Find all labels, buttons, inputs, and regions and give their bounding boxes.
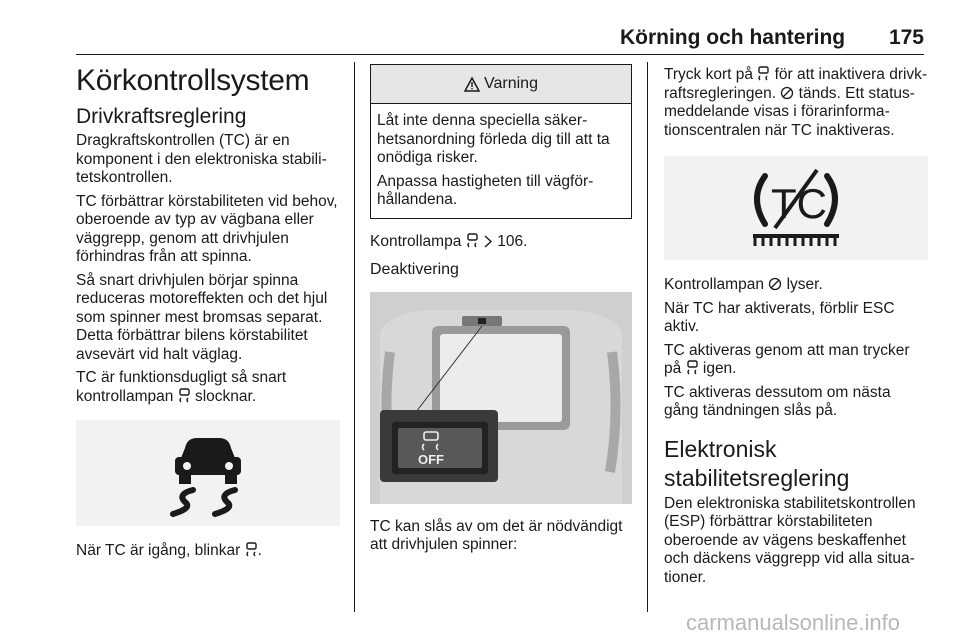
text: .	[257, 542, 262, 559]
header-rule	[76, 54, 924, 55]
section-title: Körning och hantering	[619, 26, 846, 49]
paragraph: Så snart drivhjulen börjar spinna reduceras motoreffekten och det hjul som spinner mest bromsas separat. Detta förbättrar bilens körstabilitet avsevärt vid halt väglag.	[76, 271, 328, 363]
text: Kontrollampan	[664, 276, 764, 293]
text: TC är funktionsdugligt så snart kontrollampan	[76, 369, 287, 405]
text: TC aktiveras genom att man trycker på	[664, 341, 910, 377]
paragraph: Anpassa hastigheten till vägförhållandena.	[377, 172, 594, 208]
text: slocknar.	[194, 387, 257, 405]
warning-header	[371, 65, 631, 104]
paragraph	[76, 542, 340, 561]
paragraph: TC aktiveras dessutom om nästa gång tändningen slås på.	[664, 383, 891, 419]
skidding-car-icon	[163, 428, 253, 518]
column-divider-1	[354, 62, 355, 612]
tc-off-image	[664, 156, 928, 260]
off-button-label: OFF	[418, 451, 444, 467]
subheading: Deaktivering	[370, 261, 459, 278]
text: Tryck kort på	[664, 66, 753, 83]
text: lyser.	[786, 276, 823, 293]
paragraph	[664, 276, 928, 295]
page-number: 175	[888, 26, 924, 49]
paragraph: Den elektroniska stabilitetskontrollen (ESP) förbättrar körstabiliteten oberoende av vägens beskaffenhet och däckens väggrepp vid alla situationer.	[664, 494, 916, 586]
page-reference-icon	[483, 235, 493, 248]
paragraph: När TC har aktiverats, förblir ESC aktiv.	[664, 299, 895, 335]
paragraph	[76, 369, 340, 406]
warning-body	[371, 104, 631, 218]
tc-off-icon	[780, 86, 794, 100]
paragraph	[664, 66, 928, 140]
text: När TC är igång, blinkar	[76, 542, 241, 559]
traction-control-icon	[245, 542, 258, 557]
tc-off-icon	[768, 277, 782, 291]
traction-control-icon	[686, 360, 699, 375]
column-1	[76, 60, 340, 566]
text: för att inaktivera drivkraftsregleringen.	[664, 66, 928, 102]
paragraph	[370, 233, 632, 252]
paragraph: TC kan slås av om det är nödvändigt att drivhjulen spinner:	[370, 517, 623, 553]
section-heading: Drivkraftsreglering	[76, 105, 247, 128]
warning-box	[370, 64, 632, 219]
traction-control-icon	[757, 66, 770, 81]
column-divider-2	[647, 62, 648, 612]
paragraph: TC förbättrar körstabiliteten vid behov, oberoende av typ av vägbana eller väggrepp, genom att drivhjulen förhindras från att spinna.	[76, 192, 338, 265]
column-2	[370, 60, 632, 560]
paragraph: Dragkraftskontrollen (TC) är en komponent i den elektroniska stabilitetskontrollen.	[76, 132, 327, 186]
paragraph	[664, 342, 928, 379]
warning-triangle-icon	[464, 77, 480, 92]
traction-warning-image	[76, 420, 340, 526]
text: tänds. Ett statusmeddelande visas i förarinformationscentralen när TC inaktiveras.	[664, 84, 915, 139]
traction-control-icon	[466, 233, 479, 248]
text: 106.	[497, 232, 528, 250]
section-heading: Elektronisk stabilitetsreglering	[664, 435, 850, 491]
tc-lamp-label: TC	[771, 180, 827, 227]
traction-control-icon	[178, 388, 191, 403]
warning-title: Varning	[484, 74, 538, 92]
page-title: Körkontrollsystem	[76, 64, 310, 97]
column-3	[664, 60, 928, 592]
paragraph: Låt inte denna speciella säkerhetsanordning förleda dig till att ta onödiga risker.	[377, 112, 610, 166]
text: Kontrollampa	[370, 232, 462, 250]
dashboard-photo	[370, 292, 632, 504]
watermark: carmanualsonline.info	[685, 610, 900, 635]
tc-off-lamp-icon	[741, 166, 851, 250]
text: igen.	[702, 360, 737, 377]
dashboard-illustration	[370, 292, 632, 504]
page-header	[76, 26, 924, 54]
